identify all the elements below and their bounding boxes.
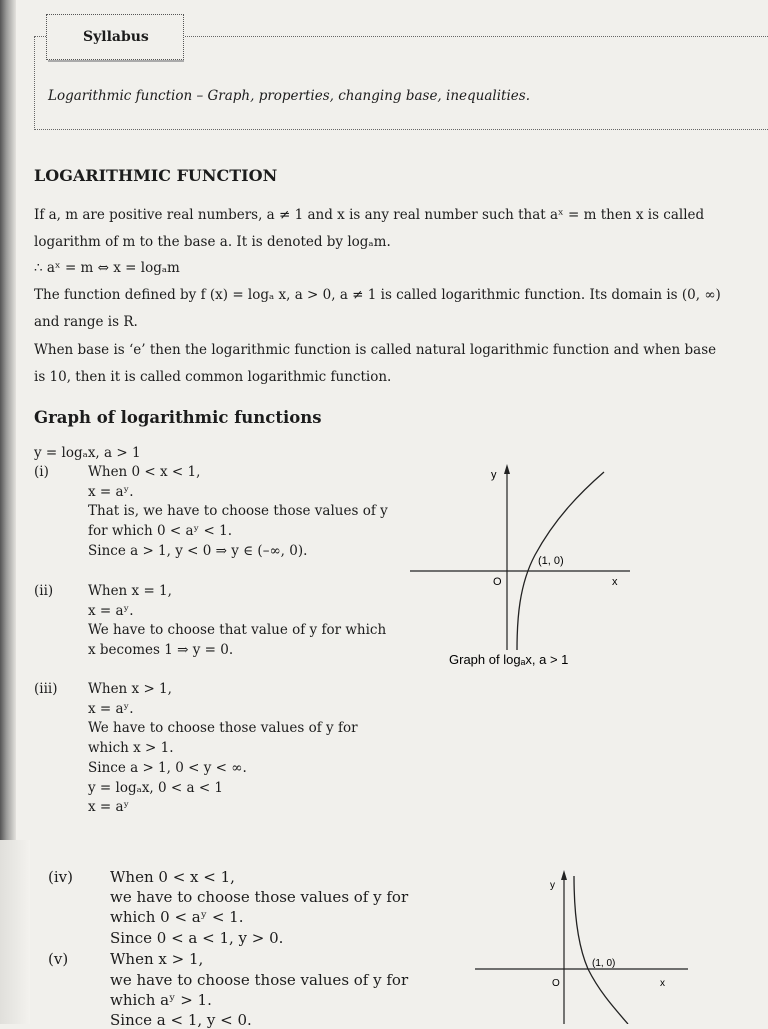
x-axis-label: x (660, 978, 665, 989)
body-line: and range is R. (34, 314, 138, 330)
point-label: (1, 0) (592, 958, 616, 969)
case-line: We have to choose those values of y for (88, 720, 358, 736)
case-line: When x = 1, (88, 583, 172, 599)
origin-label: O (552, 978, 560, 989)
graph-log-a-greater-1 (405, 460, 645, 675)
case-line: We have to choose that value of y for which (88, 622, 387, 638)
page-gutter (0, 840, 30, 1024)
book-spine-shadow (0, 0, 16, 840)
body-line: When base is ‘e’ then the logarithmic function is called natural logarithmic function and when base (34, 342, 717, 358)
case-line: x = aʸ (88, 799, 130, 815)
case-line: for which 0 < aʸ < 1. (88, 523, 233, 539)
syllabus-tab (46, 14, 184, 60)
case-line: Since a > 1, y < 0 ⇒ y ∈ (–∞, 0). (88, 543, 308, 559)
y-axis-arrow (504, 464, 510, 474)
case-line: x = aʸ. (88, 484, 134, 500)
body-line: If a, m are positive real numbers, a ≠ 1 and x is any real number such that aˣ = m then x is called (34, 207, 705, 223)
y-axis-label: y (491, 469, 497, 481)
case-a-intro: y = logₐx, a > 1 (34, 445, 141, 461)
case-number: (i) (34, 464, 49, 480)
case-line: we have to choose those values of y for (110, 971, 409, 989)
case-number: (v) (48, 950, 69, 968)
section-title: LOGARITHMIC FUNCTION (34, 166, 278, 185)
graph-heading: Graph of logarithmic functions (34, 408, 322, 427)
body-line: ∴ aˣ = m ⇔ x = logₐm (34, 260, 180, 276)
case-line: x becomes 1 ⇒ y = 0. (88, 642, 234, 658)
x-axis-label: x (612, 576, 618, 588)
origin-label: O (493, 576, 502, 588)
log-curve (574, 876, 628, 1024)
case-line: When x > 1, (88, 681, 172, 697)
case-line: When 0 < x < 1, (110, 868, 235, 886)
case-line: That is, we have to choose those values of y (88, 503, 388, 519)
case-number: (iv) (48, 868, 73, 886)
graph-log-a-less-1 (470, 868, 700, 1024)
point-label: (1, 0) (538, 555, 564, 567)
body-line: The function defined by f (x) = logₐ x, a > 0, a ≠ 1 is called logarithmic function. Its domain is (0, ∞) (34, 287, 721, 303)
body-line: is 10, then it is called common logarithmic function. (34, 369, 392, 385)
case-line: Since a < 1, y < 0. (110, 1011, 252, 1029)
syllabus-text: Logarithmic function – Graph, properties, changing base, inequalities. (48, 88, 530, 104)
case-line: Since 0 < a < 1, y > 0. (110, 929, 284, 947)
case-line: y = logₐx, 0 < a < 1 (88, 780, 224, 796)
case-number: (iii) (34, 681, 58, 697)
case-line: which aʸ > 1. (110, 991, 212, 1009)
case-line: which 0 < aʸ < 1. (110, 908, 244, 926)
case-line: Since a > 1, 0 < y < ∞. (88, 760, 247, 776)
case-line: When x > 1, (110, 950, 204, 968)
syllabus-label: Syllabus (83, 29, 149, 45)
body-line: logarithm of m to the base a. It is denoted by logₐm. (34, 234, 391, 250)
case-line: x = aʸ. (88, 603, 134, 619)
y-axis-arrow (561, 870, 567, 880)
graph-caption: Graph of logₐx, a > 1 (449, 652, 569, 667)
y-axis-label: y (550, 880, 555, 891)
case-line: x = aʸ. (88, 701, 134, 717)
case-line: When 0 < x < 1, (88, 464, 201, 480)
case-line: we have to choose those values of y for (110, 888, 409, 906)
case-number: (ii) (34, 583, 54, 599)
case-line: which x > 1. (88, 740, 174, 756)
